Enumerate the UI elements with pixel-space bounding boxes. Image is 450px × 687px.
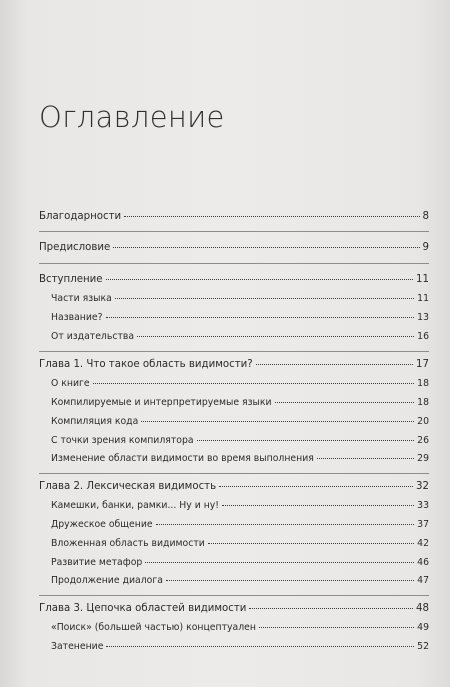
- dot-leader: [275, 402, 415, 403]
- toc-entry-label: Компилируемые и интерпретируемые языки: [51, 397, 272, 408]
- toc-entry-label: Развитие метафор: [51, 557, 143, 568]
- toc-subentry: [51, 538, 429, 549]
- dot-leader: [124, 216, 419, 217]
- toc-page-number: 18: [417, 378, 429, 389]
- dot-leader: [259, 627, 414, 628]
- toc-entry-label: Название?: [51, 312, 103, 323]
- toc-entry-label: Глава 1. Что такое область видимости?: [39, 359, 253, 370]
- dot-leader: [219, 486, 413, 487]
- section-divider: [39, 231, 429, 232]
- dot-leader: [141, 421, 414, 422]
- toc-entry: [39, 603, 429, 614]
- dot-leader: [145, 562, 414, 563]
- toc-page-number: 46: [417, 557, 429, 568]
- toc-entry-label: Дружеское общение: [51, 519, 153, 530]
- dot-leader: [156, 524, 415, 525]
- toc-entry: [39, 242, 429, 253]
- toc-page-number: 32: [416, 481, 429, 492]
- toc-entry-label: Камешки, банки, рамки... Ну и ну!: [51, 500, 220, 511]
- toc-entry-label: «Поиск» (большей частью) концептуален: [51, 622, 256, 633]
- toc-page-number: 20: [417, 416, 429, 427]
- dot-leader: [106, 646, 414, 647]
- toc-page-number: 42: [417, 538, 429, 549]
- dot-leader: [106, 317, 415, 318]
- dot-leader: [113, 247, 419, 248]
- toc-entry-label: Вступление: [39, 274, 103, 285]
- dot-leader: [106, 279, 413, 280]
- dot-leader: [115, 298, 414, 299]
- toc-page-number: 49: [417, 622, 429, 633]
- toc-subentry: [51, 453, 429, 464]
- toc-page-number: 13: [417, 312, 429, 323]
- section-divider: [39, 263, 429, 264]
- dot-leader: [137, 336, 414, 337]
- toc-entry-label: От издательства: [51, 331, 135, 342]
- toc-entry-label: Вложенная область видимости: [51, 538, 205, 549]
- toc-subentry: [51, 500, 429, 511]
- toc-page-number: 11: [416, 274, 429, 285]
- toc-page-number: 17: [416, 359, 429, 370]
- toc-entry-label: Изменение области видимости во время выполнения: [51, 453, 314, 464]
- toc-entry-label: Предисловие: [39, 242, 111, 253]
- toc-page-number: 8: [422, 211, 429, 222]
- toc-subentry: [51, 557, 429, 568]
- toc-page-number: 11: [417, 293, 429, 304]
- toc-entry-label: С точки зрения компилятора: [51, 435, 194, 446]
- dot-leader: [317, 458, 414, 459]
- dot-leader: [256, 364, 413, 365]
- toc-page-number: 48: [416, 603, 429, 614]
- toc-entry: [39, 359, 429, 370]
- toc-page-number: 29: [417, 453, 429, 464]
- dot-leader: [166, 580, 414, 581]
- toc-subentry: [51, 416, 429, 427]
- toc-page-number: 47: [417, 575, 429, 586]
- toc-subentry: [51, 293, 429, 304]
- dot-leader: [249, 608, 413, 609]
- toc-entry: [39, 211, 429, 222]
- page-title: Оглавление: [39, 100, 225, 134]
- toc-subentry: [51, 397, 429, 408]
- toc-entry-label: Глава 3. Цепочка областей видимости: [39, 603, 247, 614]
- toc-subentry: [51, 622, 429, 633]
- dot-leader: [93, 383, 415, 384]
- toc-page-number: 52: [417, 641, 429, 652]
- toc-subentry: [51, 641, 429, 652]
- section-divider: [39, 473, 429, 474]
- toc-entry-label: Благодарности: [39, 211, 122, 222]
- toc-entry: [39, 481, 429, 492]
- toc-entry-label: Компиляция кода: [51, 416, 139, 427]
- toc-page-number: 9: [422, 242, 429, 253]
- dot-leader: [208, 543, 414, 544]
- toc-entry-label: О книге: [51, 378, 90, 389]
- toc-page-number: 16: [417, 331, 429, 342]
- toc-page-number: 26: [417, 435, 429, 446]
- toc-entry: [39, 274, 429, 285]
- toc-subentry: [51, 378, 429, 389]
- toc-subentry: [51, 312, 429, 323]
- toc-page-number: 33: [417, 500, 429, 511]
- toc-page-number: 37: [417, 519, 429, 530]
- section-divider: [39, 595, 429, 596]
- toc-page-number: 18: [417, 397, 429, 408]
- section-divider: [39, 351, 429, 352]
- toc-entry-label: Глава 2. Лексическая видимость: [39, 481, 217, 492]
- toc-subentry: [51, 519, 429, 530]
- toc-subentry: [51, 435, 429, 446]
- toc-entry-label: Продолжение диалога: [51, 575, 163, 586]
- dot-leader: [197, 440, 415, 441]
- toc-entry-label: Затенение: [51, 641, 104, 652]
- toc-entry-label: Части языка: [51, 293, 112, 304]
- toc-subentry: [51, 575, 429, 586]
- dot-leader: [222, 505, 414, 506]
- toc-subentry: [51, 331, 429, 342]
